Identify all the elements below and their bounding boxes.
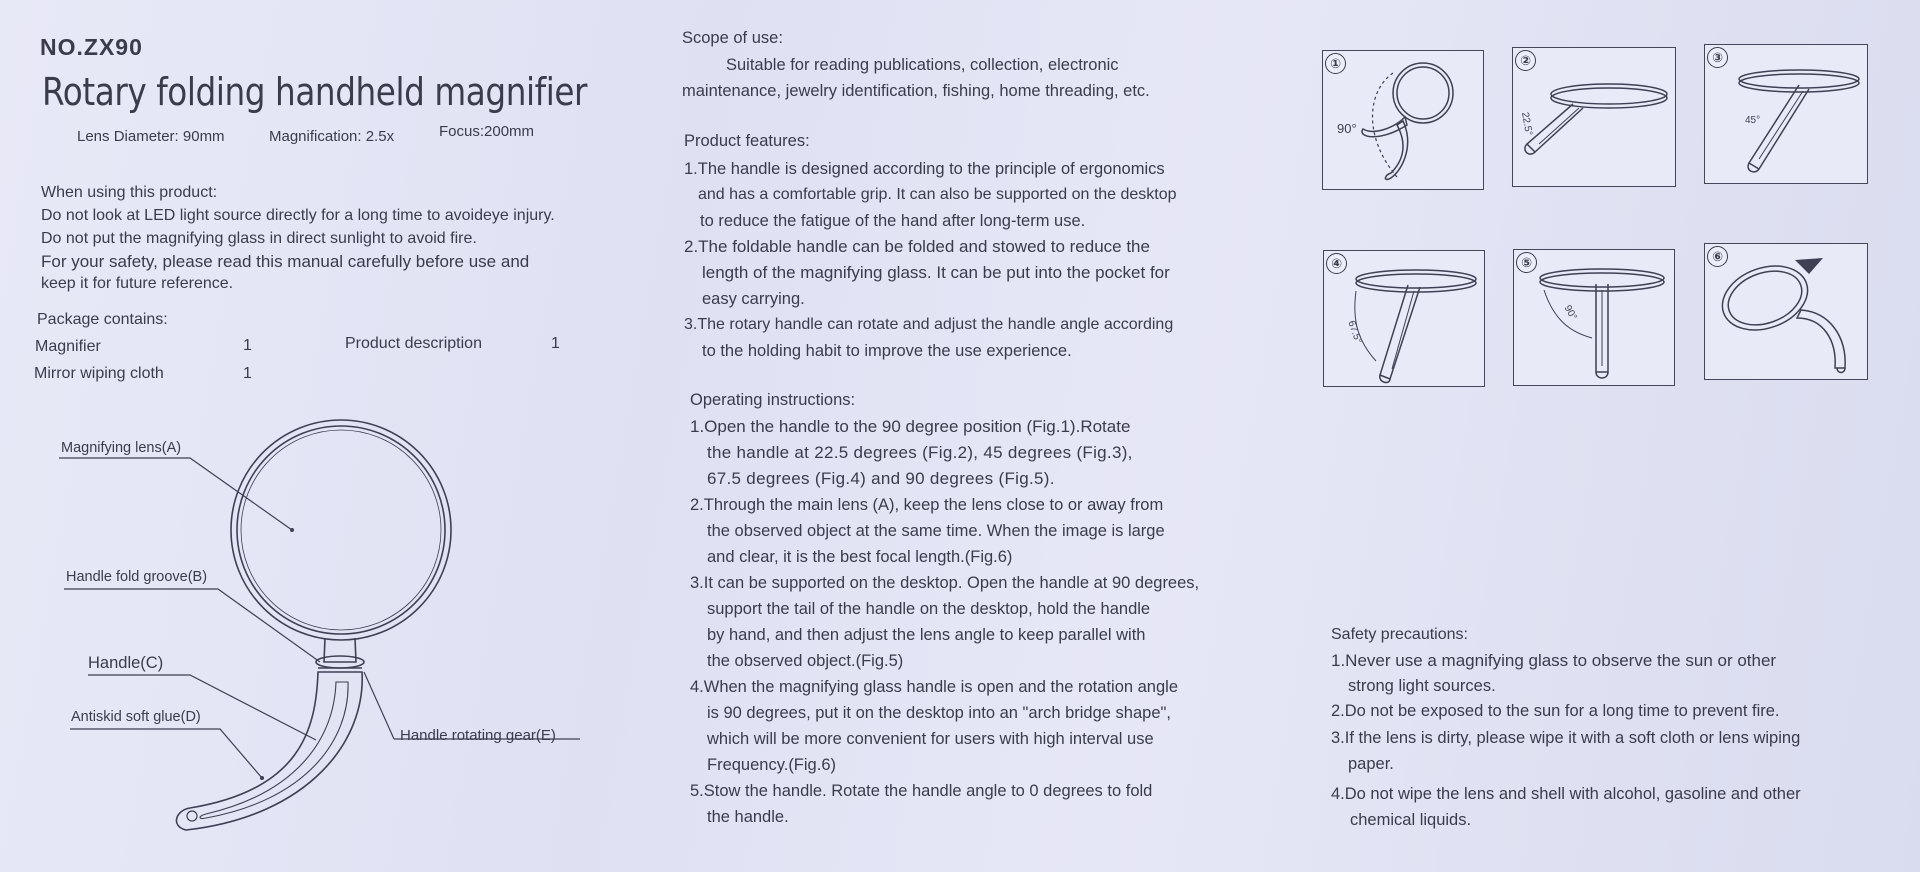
figure-1-number: ① bbox=[1325, 53, 1346, 74]
figure-1-drawing bbox=[1323, 51, 1483, 189]
figure-6 bbox=[1704, 243, 1868, 380]
figure-3-drawing bbox=[1705, 45, 1867, 183]
feature-line: to reduce the fatigue of the hand after long-term use. bbox=[700, 212, 1086, 230]
operating-line: 5.Stow the handle. Rotate the handle angle to 0 degrees to fold bbox=[690, 782, 1153, 800]
scope-line: maintenance, jewelry identification, fishing, home threading, etc. bbox=[682, 82, 1150, 100]
figure-2-number: ② bbox=[1515, 50, 1536, 71]
model-number: NO.ZX90 bbox=[40, 34, 143, 60]
safety-line: chemical liquids. bbox=[1350, 811, 1472, 829]
figure-1-angle: 90° bbox=[1337, 121, 1357, 136]
figure-2-angle: 22.5° bbox=[1519, 111, 1534, 137]
package-heading: Package contains: bbox=[37, 311, 168, 328]
operating-section bbox=[690, 387, 1199, 830]
label-magnifying-lens: Magnifying lens(A) bbox=[61, 440, 182, 456]
package-item-qty: 1 bbox=[243, 337, 252, 354]
figure-4-drawing bbox=[1324, 251, 1484, 386]
lens-inner-ring bbox=[237, 426, 445, 634]
operating-line: by hand, and then adjust the lens angle to keep parallel with bbox=[707, 626, 1146, 644]
label-antiskid-glue: Antiskid soft glue(D) bbox=[71, 709, 201, 725]
feature-line: easy carrying. bbox=[702, 290, 805, 308]
operating-line: the observed object at the same time. When the image is large bbox=[707, 522, 1165, 540]
safety-heading: Safety precautions: bbox=[1331, 626, 1468, 643]
operating-line: 67.5 degrees (Fig.4) and 90 degrees (Fig.5). bbox=[707, 469, 1055, 488]
safety-line: strong light sources. bbox=[1348, 677, 1496, 695]
figure-5 bbox=[1513, 249, 1675, 386]
warning-section bbox=[41, 182, 555, 295]
warning-line: keep it for future reference. bbox=[41, 275, 234, 292]
warning-heading: When using this product: bbox=[41, 184, 218, 201]
operating-line: which will be more convenient for users with high interval use bbox=[707, 730, 1154, 748]
operating-line: and clear, it is the best focal length.(Fig.6) bbox=[707, 548, 1013, 566]
operating-line: the handle. bbox=[707, 808, 789, 826]
figure-2 bbox=[1512, 47, 1676, 187]
figure-3-number: ③ bbox=[1707, 47, 1728, 68]
package-item-qty: 1 bbox=[243, 365, 252, 382]
feature-line: length of the magnifying glass. It can be put into the pocket for bbox=[702, 263, 1170, 282]
label-rotating-gear: Handle rotating gear(E) bbox=[400, 727, 556, 744]
features-heading: Product features: bbox=[684, 132, 810, 150]
feature-line: 1.The handle is designed according to the principle of ergonomics bbox=[684, 160, 1165, 178]
figure-1 bbox=[1322, 50, 1484, 190]
product-title: Rotary folding handheld magnifier bbox=[42, 70, 588, 114]
package-item-name: Mirror wiping cloth bbox=[34, 365, 164, 382]
figure-5-number: ⑤ bbox=[1516, 252, 1537, 273]
safety-line: 2.Do not be exposed to the sun for a long time to prevent fire. bbox=[1331, 702, 1780, 720]
package-item-name: Product description bbox=[345, 335, 482, 352]
scope-section bbox=[682, 24, 1150, 104]
label-handle-fold-groove: Handle fold groove(B) bbox=[66, 569, 208, 585]
feature-line: and has a comfortable grip. It can also be supported on the desktop bbox=[698, 186, 1177, 203]
operating-line: Frequency.(Fig.6) bbox=[707, 756, 836, 774]
safety-line: paper. bbox=[1348, 755, 1394, 773]
safety-line: 3.If the lens is dirty, please wipe it with a soft cloth or lens wiping bbox=[1331, 729, 1801, 747]
lens-outer-ring bbox=[231, 420, 451, 640]
operating-line: 2.Through the main lens (A), keep the lens close to or away from bbox=[690, 496, 1164, 514]
operating-line: is 90 degrees, put it on the desktop into an "arch bridge shape", bbox=[707, 704, 1171, 722]
package-item-qty: 1 bbox=[551, 335, 560, 352]
figure-5-drawing bbox=[1514, 250, 1674, 385]
feature-line: 3.The rotary handle can rotate and adjust the handle angle according bbox=[684, 316, 1174, 333]
operating-line: support the tail of the handle on the desktop, hold the handle bbox=[707, 600, 1151, 618]
figure-4-number: ④ bbox=[1326, 253, 1347, 274]
features-section bbox=[684, 128, 1177, 364]
scope-line: Suitable for reading publications, collection, electronic bbox=[726, 56, 1119, 74]
figure-5-angle: 90° bbox=[1561, 303, 1579, 323]
safety-section bbox=[1331, 623, 1801, 832]
safety-line: 4.Do not wipe the lens and shell with alcohol, gasoline and other bbox=[1331, 785, 1801, 803]
operating-line: the handle at 22.5 degrees (Fig.2), 45 degrees (Fig.3), bbox=[707, 443, 1133, 462]
figure-3 bbox=[1704, 44, 1868, 184]
figure-6-number: ⑥ bbox=[1707, 246, 1728, 267]
spec-lens-diameter: Lens Diameter: 90mm bbox=[77, 128, 225, 145]
spec-magnification: Magnification: 2.5x bbox=[269, 128, 395, 145]
eye-icon bbox=[1795, 258, 1823, 274]
operating-line: 3.It can be supported on the desktop. Open the handle at 90 degrees, bbox=[690, 574, 1200, 592]
operating-line: the observed object.(Fig.5) bbox=[707, 652, 904, 670]
warning-line: Do not look at LED light source directly for a long time to avoideye injury. bbox=[41, 207, 555, 224]
figure-6-drawing bbox=[1705, 244, 1867, 379]
parts-diagram bbox=[0, 400, 620, 850]
figure-4-angle: 67.5° bbox=[1345, 319, 1364, 346]
warning-line: For your safety, please read this manual carefully before use and bbox=[41, 252, 530, 271]
figure-2-drawing bbox=[1513, 48, 1675, 186]
figure-4 bbox=[1323, 250, 1485, 387]
figure-3-angle: 45° bbox=[1745, 115, 1761, 126]
safety-line: 1.Never use a magnifying glass to observe the sun or other bbox=[1331, 651, 1777, 670]
feature-line: 2.The foldable handle can be folded and stowed to reduce the bbox=[684, 237, 1150, 256]
warning-line: Do not put the magnifying glass in direct sunlight to avoid fire. bbox=[41, 230, 477, 247]
package-item-name: Magnifier bbox=[35, 338, 101, 355]
operating-line: 1.Open the handle to the 90 degree position (Fig.1).Rotate bbox=[690, 417, 1131, 436]
feature-line: to the holding habit to improve the use experience. bbox=[702, 342, 1072, 360]
operating-heading: Operating instructions: bbox=[690, 391, 856, 409]
label-handle: Handle(C) bbox=[88, 654, 164, 672]
spec-focus: Focus:200mm bbox=[439, 123, 535, 140]
operating-line: 4.When the magnifying glass handle is open and the rotation angle bbox=[690, 678, 1178, 696]
scope-heading: Scope of use: bbox=[682, 29, 783, 47]
